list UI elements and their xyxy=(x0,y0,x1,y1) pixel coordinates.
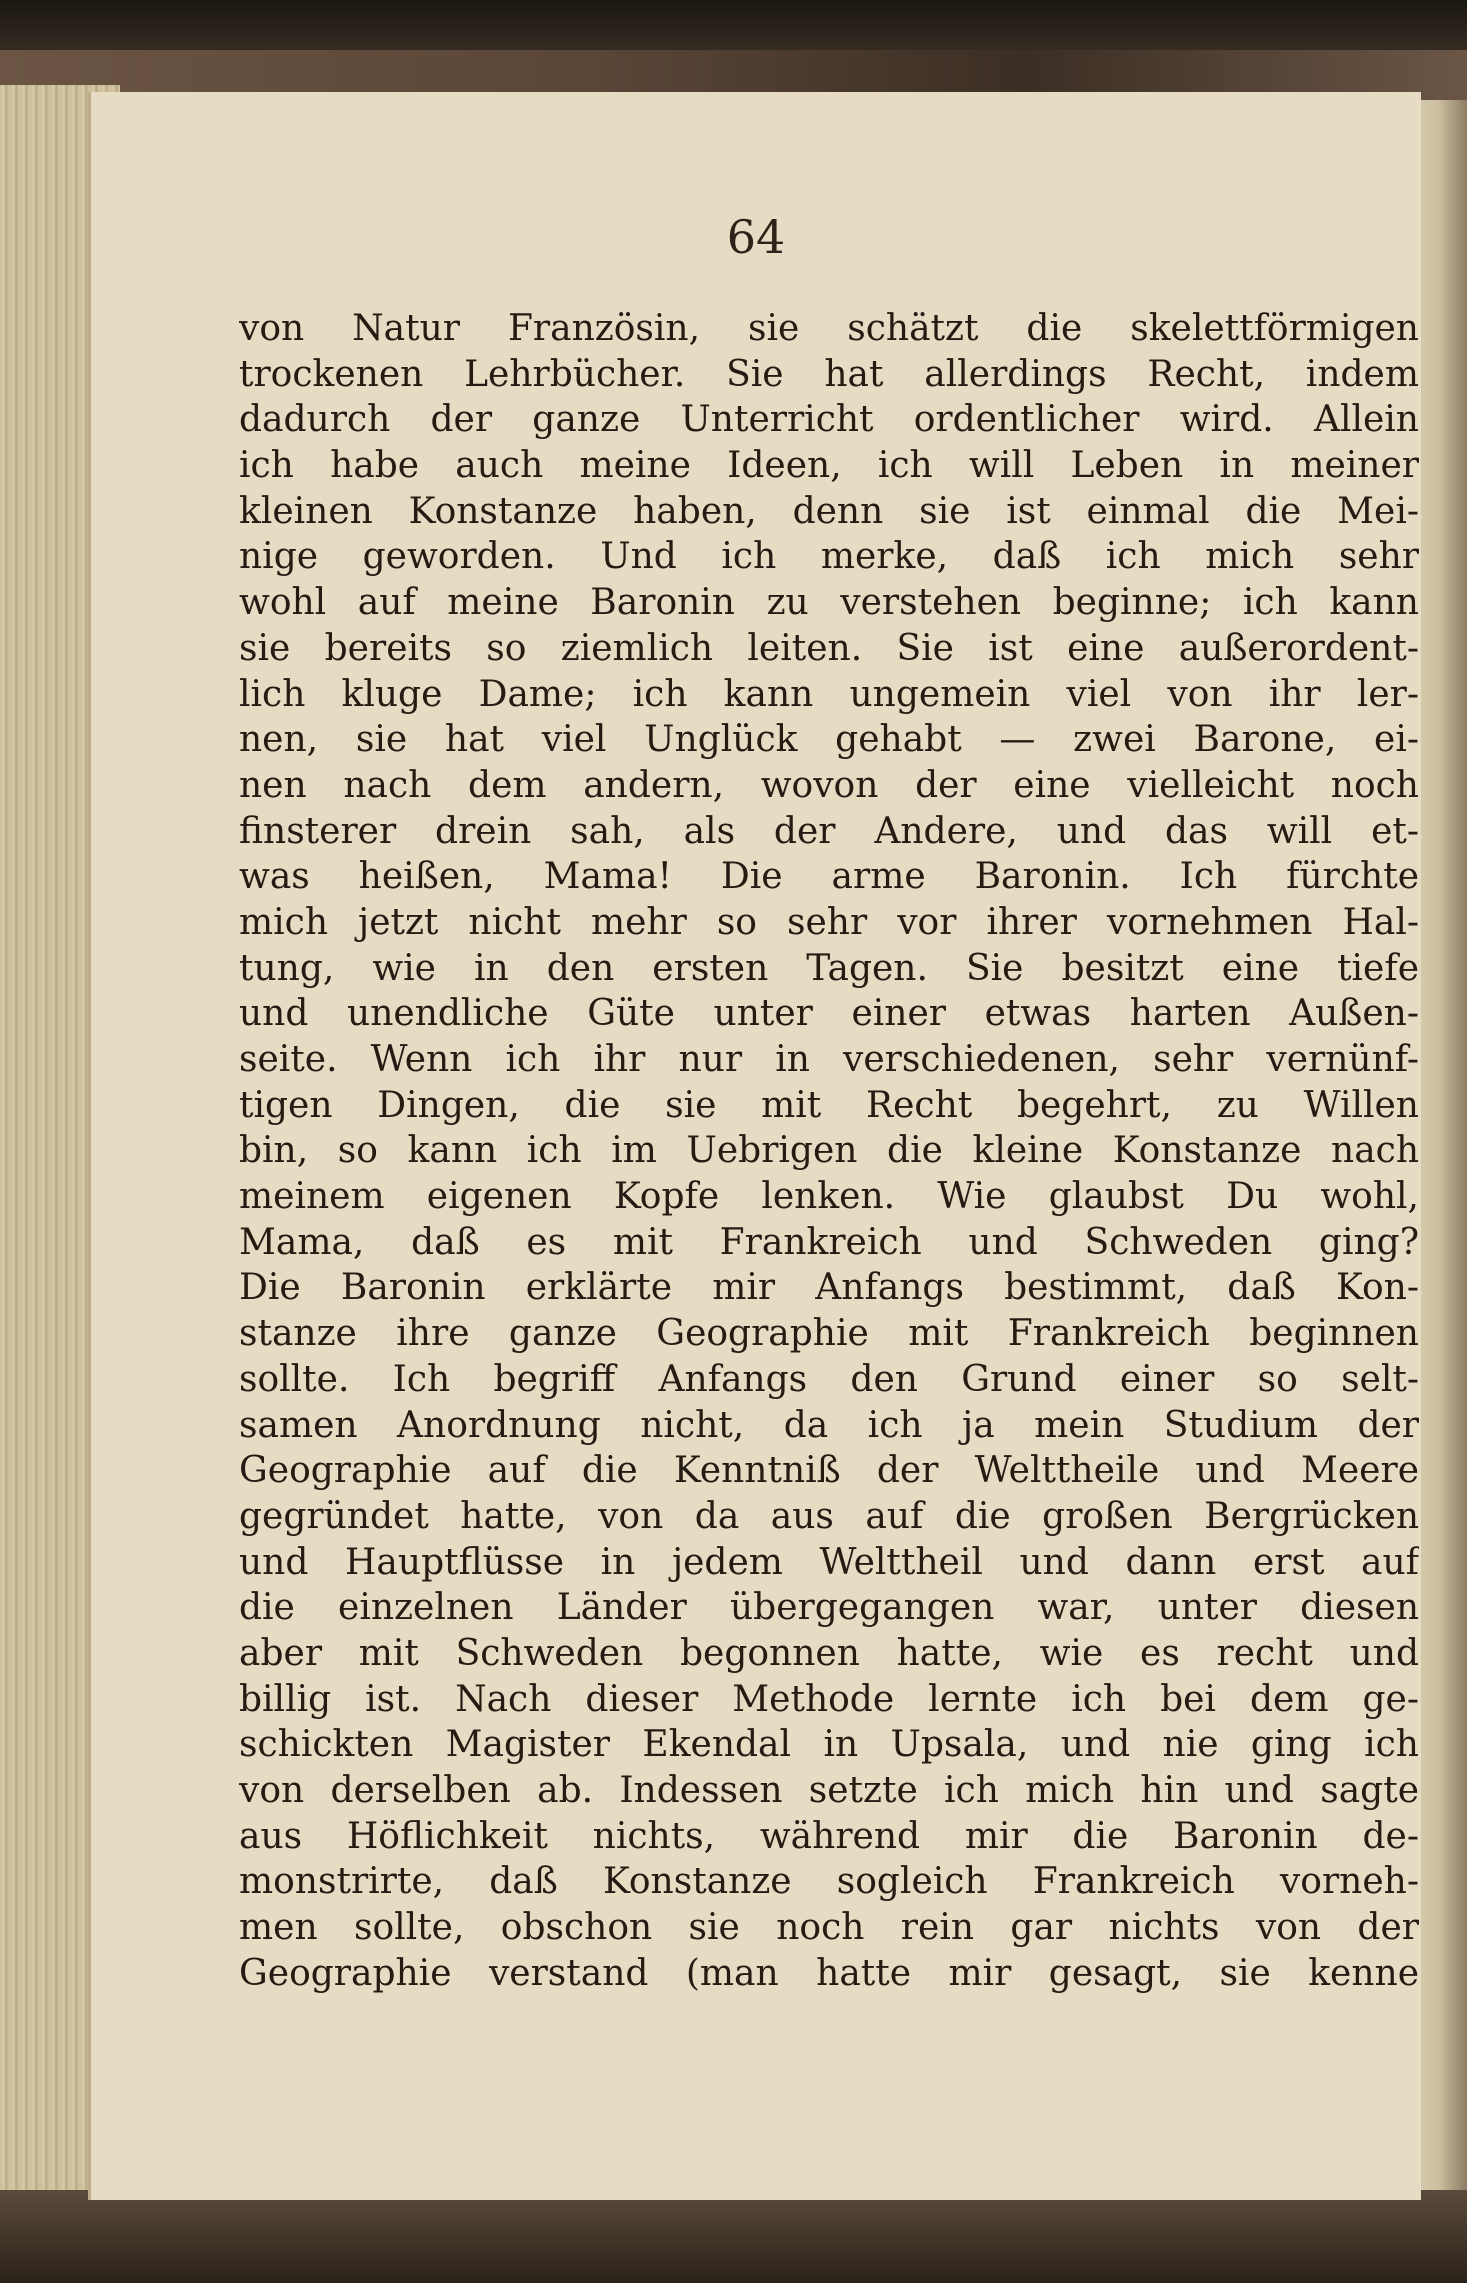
page-text xyxy=(239,306,1419,1996)
text-line: samen Anordnung nicht, da ich ja mein Studium der xyxy=(239,1404,1419,1446)
text-line: mich jetzt nicht mehr so sehr vor ihrer vornehmen Hal- xyxy=(239,901,1419,943)
text-line: meinem eigenen Kopfe lenken. Wie glaubst Du wohl, xyxy=(239,1176,1419,1218)
text-line: aus Höflichkeit nichts, während mir die Baronin de- xyxy=(239,1815,1419,1857)
text-line: tigen Dingen, die sie mit Recht begehrt, zu Willen xyxy=(239,1084,1419,1126)
text-line: von derselben ab. Indessen setzte ich mich hin und sagte xyxy=(239,1770,1419,1811)
text-line: schickten Magister Ekendal in Upsala, und nie ging ich xyxy=(239,1724,1419,1766)
text-line: dadurch der ganze Unterricht ordentlicher wird. Allein xyxy=(239,399,1419,441)
text-line: lich kluge Dame; ich kann ungemein viel von ihr ler- xyxy=(239,673,1419,715)
page-number: 64 xyxy=(726,210,786,264)
text-line: nen nach dem andern, wovon der eine vielleicht noch xyxy=(239,764,1419,806)
text-line: gegründet hatte, von da aus auf die großen Bergrücken xyxy=(239,1495,1419,1537)
text-line: seite. Wenn ich ihr nur in verschiedenen, sehr vernünf- xyxy=(239,1039,1419,1080)
text-line: monstrirte, daß Konstanze sogleich Frankreich vorneh- xyxy=(239,1861,1419,1903)
background-bottom xyxy=(0,2190,1467,2283)
book-page xyxy=(88,92,1421,2200)
text-line: Die Baronin erklärte mir Anfangs bestimmt, daß Kon- xyxy=(239,1267,1419,1309)
text-line: tung, wie in den ersten Tagen. Sie besitzt eine tiefe xyxy=(239,947,1419,989)
text-line: sollte. Ich begriff Anfangs den Grund einer so selt- xyxy=(239,1358,1419,1400)
text-line: Mama, daß es mit Frankreich und Schweden ging? xyxy=(239,1221,1419,1263)
text-line: nen, sie hat viel Unglück gehabt — zwei Barone, ei- xyxy=(239,719,1419,761)
text-line: aber mit Schweden begonnen hatte, wie es recht und xyxy=(239,1632,1419,1674)
text-line: kleinen Konstanze haben, denn sie ist einmal die Mei- xyxy=(239,490,1419,532)
text-line: was heißen, Mama! Die arme Baronin. Ich fürchte xyxy=(239,856,1419,898)
text-line: sie bereits so ziemlich leiten. Sie ist eine außerordent- xyxy=(239,627,1419,669)
text-line: Geographie verstand (man hatte mir gesagt, sie kenne xyxy=(239,1952,1419,1994)
text-line: trockenen Lehrbücher. Sie hat allerdings Recht, indem xyxy=(239,353,1419,395)
text-line: und Hauptflüsse in jedem Welttheil und dann erst auf xyxy=(239,1541,1419,1583)
text-line: Geographie auf die Kenntniß der Welttheile und Meere xyxy=(239,1450,1419,1492)
text-line: men sollte, obschon sie noch rein gar nichts von der xyxy=(239,1907,1419,1949)
text-line: ich habe auch meine Ideen, ich will Leben in meiner xyxy=(239,445,1419,487)
text-line: die einzelnen Länder übergegangen war, unter diesen xyxy=(239,1587,1419,1629)
text-line: von Natur Französin, sie schätzt die skelettförmigen xyxy=(239,308,1419,349)
text-line: bin, so kann ich im Uebrigen die kleine Konstanze nach xyxy=(239,1130,1419,1172)
text-line: stanze ihre ganze Geographie mit Frankreich beginnen xyxy=(239,1313,1419,1355)
text-line: wohl auf meine Baronin zu verstehen beginne; ich kann xyxy=(239,582,1419,624)
text-line: nige geworden. Und ich merke, daß ich mich sehr xyxy=(239,536,1419,578)
text-line: billig ist. Nach dieser Methode lernte ich bei dem ge- xyxy=(239,1678,1419,1720)
text-line: finsterer drein sah, als der Andere, und das will et- xyxy=(239,810,1419,852)
text-line: und unendliche Güte unter einer etwas harten Außen- xyxy=(239,993,1419,1035)
